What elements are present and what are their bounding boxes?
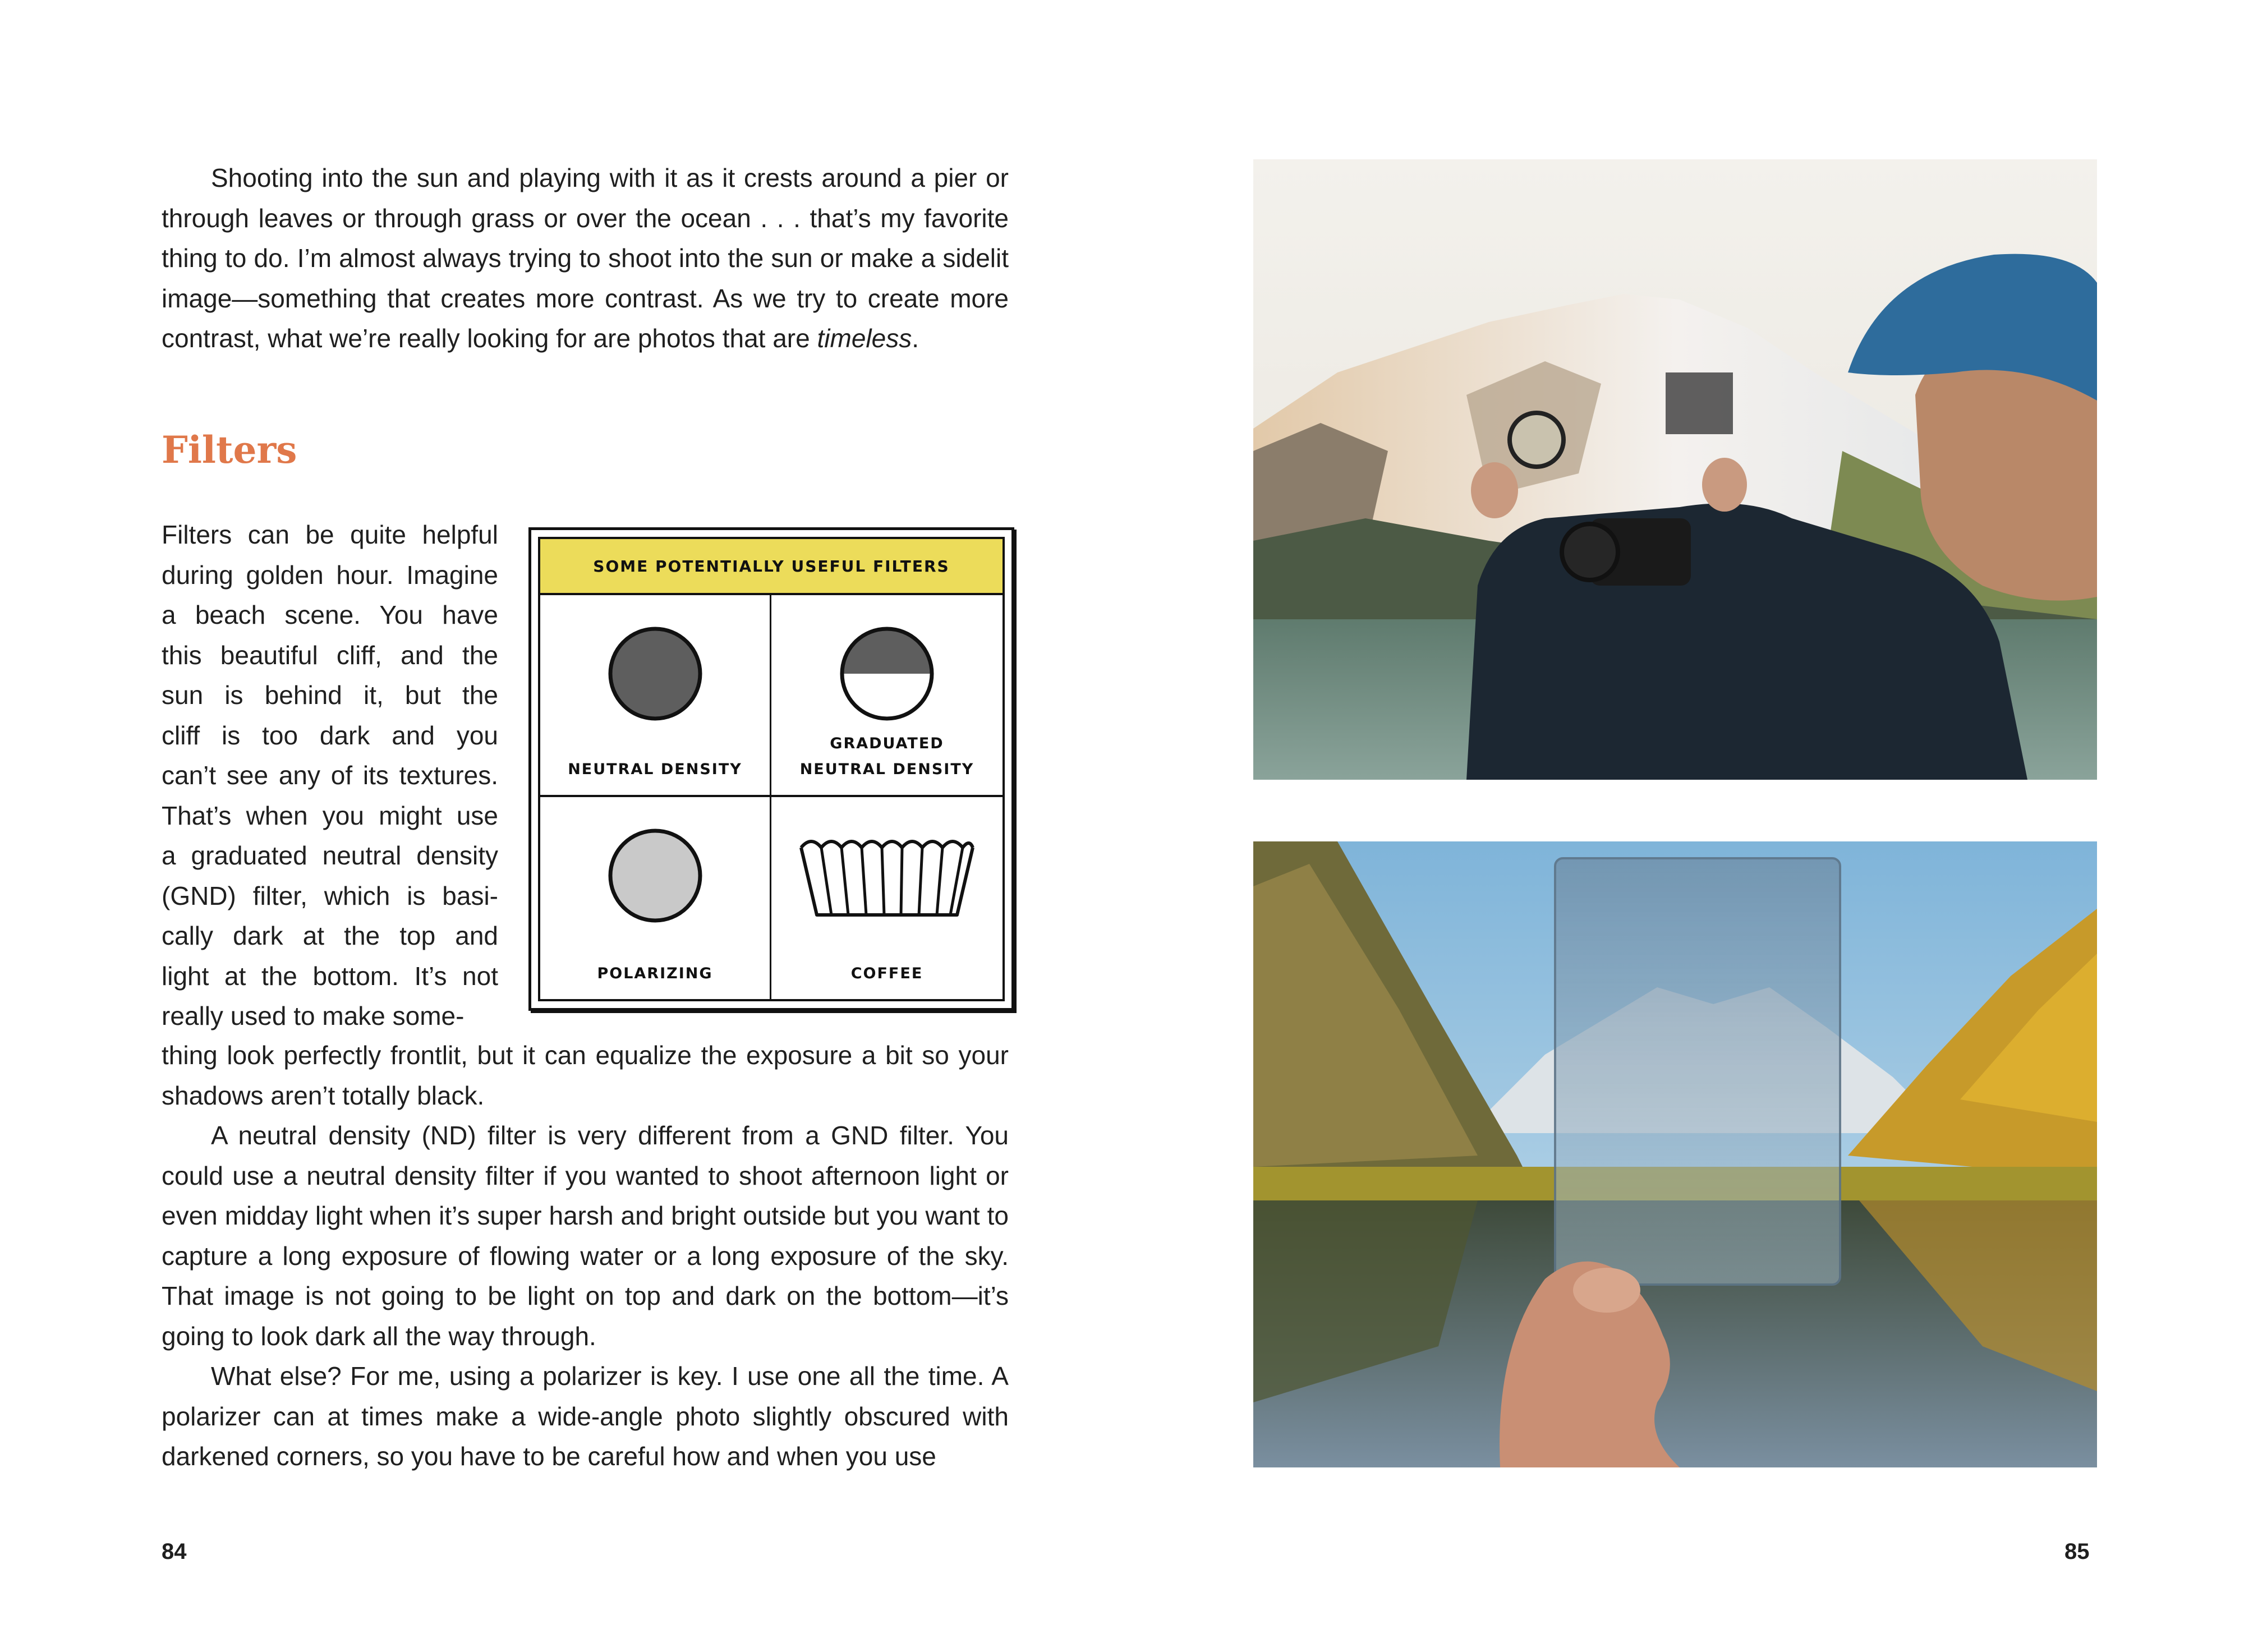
wrapped-line: a graduated neutral density bbox=[162, 841, 498, 870]
wrapped-line: during golden hour. Imagine bbox=[162, 560, 498, 590]
cell-coffee bbox=[771, 797, 1003, 999]
wrapped-line: cliff is too dark and you bbox=[162, 720, 498, 750]
lake-reflection-image bbox=[1253, 841, 2097, 1467]
intro-text: Shooting into the sun and playing with it as it crests around a pier or through leaves or through grass or over the ocean . . . that’s my favorite thing to do. I’m almost always trying to shoot into the sun or make a sidelit image—something that creates more contrast. As we try to create more contrast, what we’re really looking for are photos that are bbox=[162, 163, 1009, 353]
cell-polarizing bbox=[540, 797, 771, 999]
cell-label-gnd-line2: NEUTRAL DENSITY bbox=[799, 761, 974, 778]
intro-paragraph-block bbox=[162, 158, 1009, 359]
wrapped-line: really used to make some- bbox=[162, 1001, 465, 1030]
cell-label-polarizing: POLARIZING bbox=[597, 965, 713, 982]
photo-photographer-filters bbox=[1253, 159, 2097, 780]
cell-graduated-nd bbox=[771, 595, 1003, 797]
coffee-filter-icon bbox=[794, 831, 980, 932]
intro-emphasis: timeless bbox=[817, 324, 912, 353]
wrapped-line: a beach scene. You have bbox=[162, 600, 498, 629]
wrapped-line: can’t see any of its textures. bbox=[162, 761, 498, 790]
section-heading: Filters bbox=[162, 428, 297, 472]
wrapped-line: sun is behind it, but the bbox=[162, 680, 498, 710]
wrapped-line: (GND) filter, which is basi- bbox=[162, 881, 498, 910]
cell-label-gnd-line1: GRADUATED bbox=[830, 735, 944, 752]
wrapped-line: That’s when you might use bbox=[162, 800, 498, 830]
filters-figure bbox=[528, 527, 1014, 1011]
wrapped-line: cally dark at the top and bbox=[162, 921, 498, 950]
photographer-filters-image bbox=[1253, 159, 2097, 780]
intro-tail: . bbox=[912, 324, 919, 353]
cell-neutral-density bbox=[540, 595, 771, 797]
figure-header bbox=[538, 537, 1005, 595]
gnd-filter-icon bbox=[831, 618, 943, 730]
nd-filter-icon bbox=[599, 618, 711, 730]
figure-title: SOME POTENTIALLY USEFUL FILTERS bbox=[593, 556, 950, 576]
page-number-right: 85 bbox=[2064, 1539, 2090, 1564]
paragraph-continued: thing look perfectly frontlit, but it can equalize the exposure a bit so your shadows aren’t totally black. bbox=[162, 1041, 1009, 1110]
page-number-left: 84 bbox=[162, 1539, 187, 1564]
intro-paragraph bbox=[162, 158, 1009, 359]
wrapped-paragraph bbox=[162, 515, 498, 1037]
wrapped-line: light at the bottom. It’s not bbox=[162, 961, 498, 991]
paragraph-polarizer: What else? For me, using a polarizer is key. I use one all the time. A polarizer can at times make a wide-angle photo slightly obscured with darkened corners, so you have to be careful how and when you use bbox=[162, 1361, 1009, 1471]
paragraph-nd: A neutral density (ND) filter is very different from a GND filter. You could use a neutral density filter if you wanted to shoot afternoon light or even midday light when it’s super harsh and bright outside but you want to capture a long exposure of flowing water or a long exposure of the sky. That image is not going to be light on top and dark on the bottom—it’s going to look dark all the way through. bbox=[162, 1121, 1009, 1351]
wrapped-line: this beautiful cliff, and the bbox=[162, 640, 498, 670]
body-continued bbox=[162, 1036, 1009, 1477]
right-page bbox=[1122, 0, 2244, 1652]
wrapped-line: Filters can be quite helpful bbox=[162, 520, 498, 549]
photo-lake-reflection bbox=[1253, 841, 2097, 1467]
polarizer-icon bbox=[599, 820, 711, 932]
cell-label-gnd bbox=[771, 731, 1003, 783]
cell-label-coffee: COFFEE bbox=[850, 965, 923, 982]
figure-grid bbox=[538, 595, 1005, 1001]
cell-label-nd: NEUTRAL DENSITY bbox=[568, 761, 742, 778]
